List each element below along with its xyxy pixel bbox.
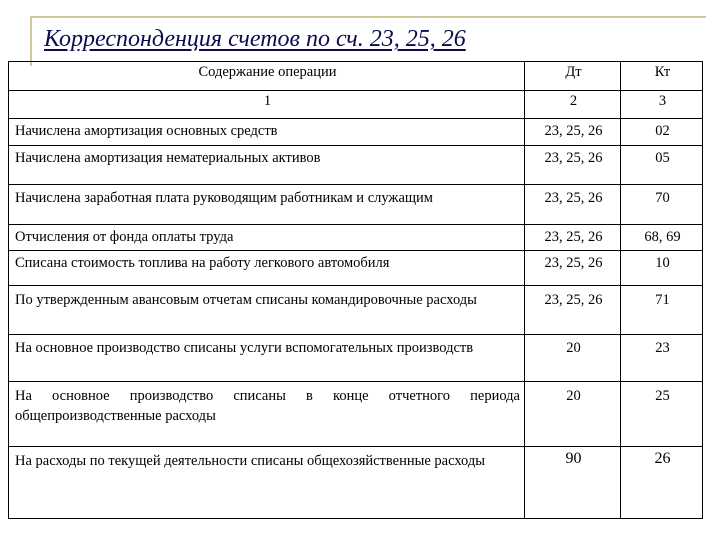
operation-cell: На расходы по текущей деятельности списаны общехозяйственные расходы: [9, 447, 525, 519]
debit-cell: 23, 25, 26: [525, 286, 621, 335]
operation-cell: Списана стоимость топлива на работу легкового автомобиля: [9, 251, 525, 286]
frame-top-line: [30, 16, 706, 18]
operation-cell: Отчисления от фонда оплаты труда: [9, 225, 525, 251]
table-header-row: [9, 62, 703, 91]
table-row: [9, 185, 703, 225]
numbering-col-2: 2: [525, 91, 621, 119]
table-row: [9, 146, 703, 185]
table-row: [9, 225, 703, 251]
credit-cell: 71: [621, 286, 703, 335]
table-row: [9, 382, 703, 447]
credit-cell: 68, 69: [621, 225, 703, 251]
accounts-table: [8, 61, 703, 519]
operation-cell: Начислена амортизация основных средств: [9, 119, 525, 146]
debit-cell: 23, 25, 26: [525, 185, 621, 225]
table-row: [9, 286, 703, 335]
credit-cell: 70: [621, 185, 703, 225]
table-row: [9, 251, 703, 286]
table-numbering-row: [9, 91, 703, 119]
header-credit: Кт: [621, 62, 703, 91]
credit-cell: 10: [621, 251, 703, 286]
operation-cell: Начислена амортизация нематериальных активов: [9, 146, 525, 185]
operation-cell: На основное производство списаны услуги вспомогательных производств: [9, 335, 525, 382]
header-operation: Содержание операции: [9, 62, 525, 91]
page-title: Корреспонденция счетов по сч. 23, 25, 26: [44, 26, 466, 52]
debit-cell: 20: [525, 382, 621, 447]
operation-cell: По утвержденным авансовым отчетам списаны командировочные расходы: [9, 286, 525, 335]
debit-cell: 23, 25, 26: [525, 119, 621, 146]
debit-cell: 23, 25, 26: [525, 225, 621, 251]
debit-cell: 90: [525, 447, 621, 519]
credit-cell: 23: [621, 335, 703, 382]
debit-cell: 23, 25, 26: [525, 146, 621, 185]
header-debit: Дт: [525, 62, 621, 91]
debit-cell: 20: [525, 335, 621, 382]
debit-cell: 23, 25, 26: [525, 251, 621, 286]
operation-cell: Начислена заработная плата руководящим работникам и служащим: [9, 185, 525, 225]
credit-cell: 02: [621, 119, 703, 146]
numbering-col-3: 3: [621, 91, 703, 119]
credit-cell: 25: [621, 382, 703, 447]
table-row: [9, 335, 703, 382]
operation-cell: На основное производство списаны в конце отчетного периода общепроизводственные расходы: [9, 382, 525, 447]
frame-left-line: [30, 16, 32, 66]
table-row: [9, 447, 703, 519]
credit-cell: 26: [621, 447, 703, 519]
numbering-col-1: 1: [9, 91, 525, 119]
credit-cell: 05: [621, 146, 703, 185]
table-row: [9, 119, 703, 146]
